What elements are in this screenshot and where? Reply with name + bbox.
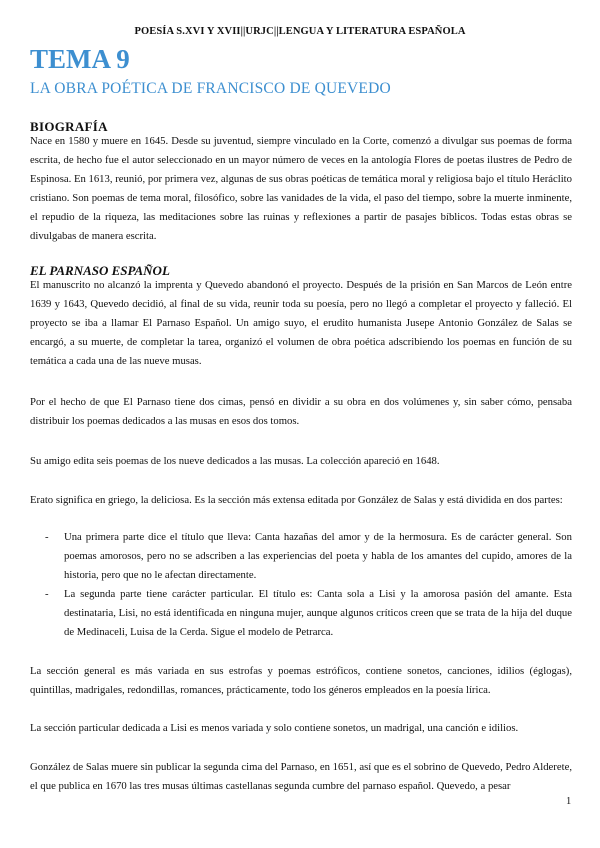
- page-title: TEMA 9: [30, 44, 130, 74]
- section-heading-biografia: BIOGRAFÍA: [30, 119, 108, 134]
- list-item-text: La segunda parte tiene carácter particular. El título es: Canta sola a Lisi y la amorosa pasión del amante. Esta destinataria, Lisi, no está identificada en ninguna mujer, aunque algunos críticos creen que se trata de la hija del duque de Medinaceli, Luisa de la Cerda. Sigue el modelo de Petrarca.: [64, 588, 572, 638]
- page-subtitle: LA OBRA POÉTICA DE FRANCISCO DE QUEVEDO: [30, 80, 391, 97]
- list-item-text: Una primera parte dice el título que lleva: Canta hazañas del amor y de la hermosura. Es de carácter general. Son poemas amorosos, pero no se adscriben a las experiencias del poeta y habla de los amantes del cupido, amores de la historia, pero que no le afectan directamente.: [64, 531, 572, 581]
- list-bullet: -: [45, 531, 49, 543]
- paragraph-biografia: Nace en 1580 y muere en 1645. Desde su juventud, siempre vinculado en la Corte, comenzó a divulgar sus poemas de forma escrita, de hecho fue el autor seleccionado en un mayor número de veces en la antología Flores de poetas ilustres de Pedro de Espinosa. En 1613, reunió, por primera vez, algunas de sus obras poéticas de temática moral y religiosa bajo el título Heráclito cristiano. Son poemas de tema moral, filosófico, sobre las vanidades de la vida, el paso del tiempo, sobre la muerte inminente, el repudio de la riqueza, las meditaciones sobre las ruinas y reflexiones a partir de pasajes bíblicos. Todas estas obras se divulgabas de manera escrita.: [30, 135, 572, 242]
- paragraph-parnaso-2: Por el hecho de que El Parnaso tiene dos cimas, pensó en dividir a su obra en dos volúmenes y, sin saber cómo, pensaba distribuir los poemas dedicados a las musas en esos dos tomos.: [30, 396, 572, 427]
- list-bullet: -: [45, 588, 49, 600]
- running-header: POESÍA S.XVI Y XVII||URJC||LENGUA Y LITERATURA ESPAÑOLA: [134, 26, 466, 37]
- list-item: [30, 528, 572, 585]
- paragraph-parnaso-6: La sección particular dedicada a Lisi es menos variada y solo contiene sonetos, un madrigal, una canción e idilios.: [30, 722, 519, 734]
- erato-parts-list: [30, 528, 572, 642]
- paragraph-parnaso-1: El manuscrito no alcanzó la imprenta y Quevedo abandonó el proyecto. Después de la prisión en San Marcos de León entre 1639 y 1643, Quevedo decidió, al final de su vida, reunir toda su poesía, pero no llegó a completar el proyecto y falleció. El proyecto se iba a llamar El Parnaso Español. Un amigo suyo, el erudito humanista Jusepe Antonio González de Salas se encargó, a su muerte, de completar la tarea, organizó el volumen de obra poética adscribiendo los poemas en función de su temática a cada una de las nueve musas.: [30, 279, 572, 367]
- paragraph-parnaso-4: Erato significa en griego, la deliciosa. Es la sección más extensa editada por González de Salas y está dividida en dos partes:: [30, 494, 563, 506]
- page-number: 1: [566, 796, 572, 807]
- section-heading-parnaso: EL PARNASO ESPAÑOL: [30, 263, 170, 278]
- paragraph-parnaso-7: González de Salas muere sin publicar la segunda cima del Parnaso, en 1651, así que es el sobrino de Quevedo, Pedro Alderete, el que publica en 1670 las tres musas últimas castellanas segunda cumbre del parnaso español. Quevedo, a pesar: [30, 761, 572, 792]
- paragraph-parnaso-3: Su amigo edita seis poemas de los nueve dedicados a las musas. La colección apareció en 1648.: [30, 455, 440, 467]
- list-item: [30, 585, 572, 642]
- paragraph-parnaso-5: La sección general es más variada en sus estrofas y poemas estróficos, contiene sonetos, canciones, idilios (églogas), quintillas, madrigales, redondillas, romances, prácticamente, todo los géneros empleados en la poesía lírica.: [30, 665, 572, 696]
